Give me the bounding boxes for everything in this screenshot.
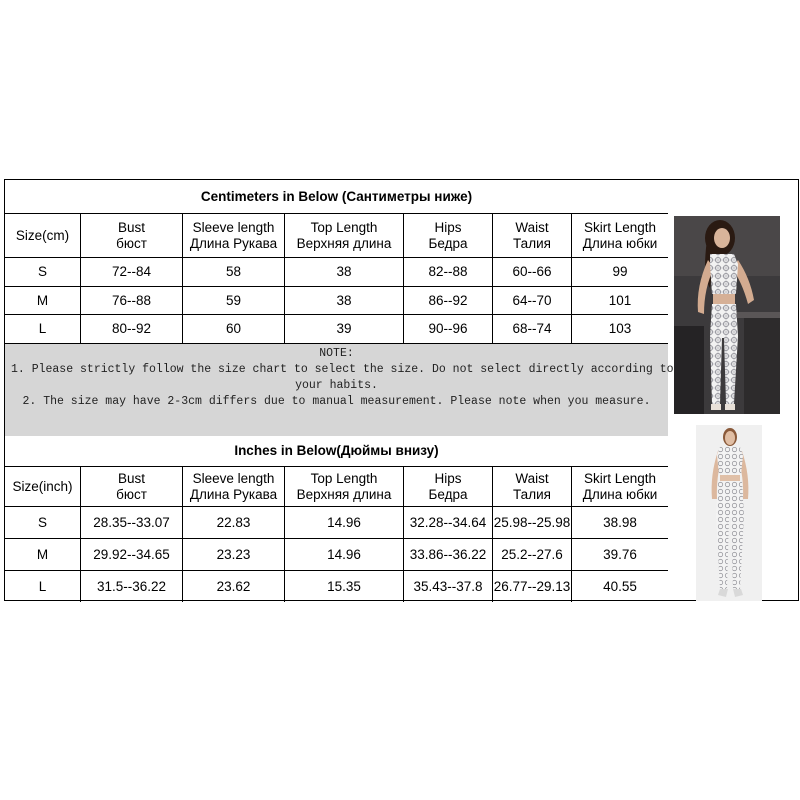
inch-table-cell: 38.98	[571, 506, 668, 538]
inch-header-label: Skirt Length	[583, 470, 657, 486]
inch-table-cell: 15.35	[284, 570, 403, 602]
cm-header-cell	[284, 213, 403, 257]
cm-header-label-ru: Талия	[513, 235, 551, 251]
inch-table-cell: 14.96	[284, 538, 403, 570]
note-line-1: 1. Please strictly follow the size chart to select the size. Do not select directly according to	[11, 363, 674, 376]
note-heading: NOTE:	[319, 347, 354, 360]
note-line-2: 2. The size may have 2-3cm differs due to manual measurement. Please note when you measure.	[22, 395, 651, 408]
inch-header-label-ru: Бедра	[428, 486, 468, 502]
inch-header-cell	[492, 466, 571, 506]
cm-table-cell: 68--74	[492, 314, 571, 343]
inch-table-cell: 32.28--34.64	[403, 506, 492, 538]
size-chart-frame	[4, 179, 799, 601]
cm-table-cell: 90--96	[403, 314, 492, 343]
inch-table-cell: 28.35--33.07	[80, 506, 182, 538]
cm-header-label: Bust	[117, 219, 145, 235]
inch-title: Inches in Below(Дюймы внизу)	[234, 443, 439, 458]
cm-header-label: Waist	[515, 219, 549, 235]
cm-header-label: Hips	[434, 219, 462, 235]
inch-table-cell: S	[5, 506, 80, 538]
cm-header-label: Skirt Length	[583, 219, 657, 235]
inch-header-label-ru: бюст	[116, 486, 147, 502]
cm-table-cell: 64--70	[492, 286, 571, 315]
model-photo	[674, 216, 780, 414]
inch-header-label: Sleeve length	[192, 470, 275, 486]
inch-table-cell: 33.86--36.22	[403, 538, 492, 570]
inch-header-cell	[403, 466, 492, 506]
inch-header-label: Size(inch)	[12, 478, 73, 494]
cm-header-label-ru: Длина юбки	[582, 235, 658, 251]
product-photo	[696, 425, 762, 601]
cm-table-cell: 38	[284, 257, 403, 286]
cm-table-cell: M	[5, 286, 80, 315]
inch-header-cell	[182, 466, 284, 506]
cm-header-label-ru: бюст	[116, 235, 147, 251]
cm-table-cell: 58	[182, 257, 284, 286]
inch-table-cell: 31.5--36.22	[80, 570, 182, 602]
inch-table-cell: 39.76	[571, 538, 668, 570]
cm-table-cell: 38	[284, 286, 403, 315]
inch-table-cell: M	[5, 538, 80, 570]
size-chart-sheet	[5, 180, 674, 600]
cm-header-label-ru: Длина Рукава	[189, 235, 278, 251]
inch-table-cell: 25.98--25.98	[492, 506, 571, 538]
cm-table-cell: L	[5, 314, 80, 343]
inch-header-label: Waist	[515, 470, 549, 486]
cm-header-cell	[492, 213, 571, 257]
note-line-1-cont: your habits.	[295, 379, 378, 392]
cm-table-cell: 99	[571, 257, 668, 286]
inch-header-label-ru: Верхняя длина	[296, 486, 392, 502]
cm-header-cell	[5, 213, 80, 257]
cm-header-label-ru: Бедра	[428, 235, 468, 251]
inch-table-cell: 23.23	[182, 538, 284, 570]
note-block	[5, 343, 674, 436]
cm-header-cell	[182, 213, 284, 257]
inch-table-cell: 22.83	[182, 506, 284, 538]
cm-header-cell	[403, 213, 492, 257]
inch-header-cell	[571, 466, 668, 506]
inch-header-label-ru: Длина юбки	[582, 486, 658, 502]
inch-header-label: Bust	[117, 470, 145, 486]
inch-header-label-ru: Длина Рукава	[189, 486, 278, 502]
cm-table-cell: 59	[182, 286, 284, 315]
cm-header-label: Size(cm)	[15, 227, 70, 243]
cm-table-cell: 76--88	[80, 286, 182, 315]
cm-header-label: Sleeve length	[192, 219, 275, 235]
inch-table-cell: 25.2--27.6	[492, 538, 571, 570]
cm-table-cell: S	[5, 257, 80, 286]
inch-table-cell: 23.62	[182, 570, 284, 602]
inch-header-label: Top Length	[310, 470, 378, 486]
inch-header-cell	[5, 466, 80, 506]
inch-table-cell: 26.77--29.13	[492, 570, 571, 602]
cm-table-cell: 60--66	[492, 257, 571, 286]
cm-table-cell: 60	[182, 314, 284, 343]
cm-header-label-ru: Верхняя длина	[296, 235, 392, 251]
inch-table-cell: 35.43--37.8	[403, 570, 492, 602]
cm-table-cell: 82--88	[403, 257, 492, 286]
cm-table-cell: 101	[571, 286, 668, 315]
inch-header-label-ru: Талия	[513, 486, 551, 502]
cm-header-cell	[80, 213, 182, 257]
cm-header-label: Top Length	[310, 219, 378, 235]
cm-table-cell: 86--92	[403, 286, 492, 315]
inch-table-cell: 29.92--34.65	[80, 538, 182, 570]
inch-header-label: Hips	[434, 470, 462, 486]
inch-header-cell	[80, 466, 182, 506]
cm-table-cell: 39	[284, 314, 403, 343]
cm-table-cell: 103	[571, 314, 668, 343]
inch-table-cell: L	[5, 570, 80, 602]
inch-table-cell: 14.96	[284, 506, 403, 538]
inch-table-cell: 40.55	[571, 570, 668, 602]
cm-header-cell	[571, 213, 668, 257]
cm-table-cell: 80--92	[80, 314, 182, 343]
inch-header-cell	[284, 466, 403, 506]
cm-table-cell: 72--84	[80, 257, 182, 286]
cm-title: Centimeters in Below (Сантиметры ниже)	[200, 188, 473, 204]
